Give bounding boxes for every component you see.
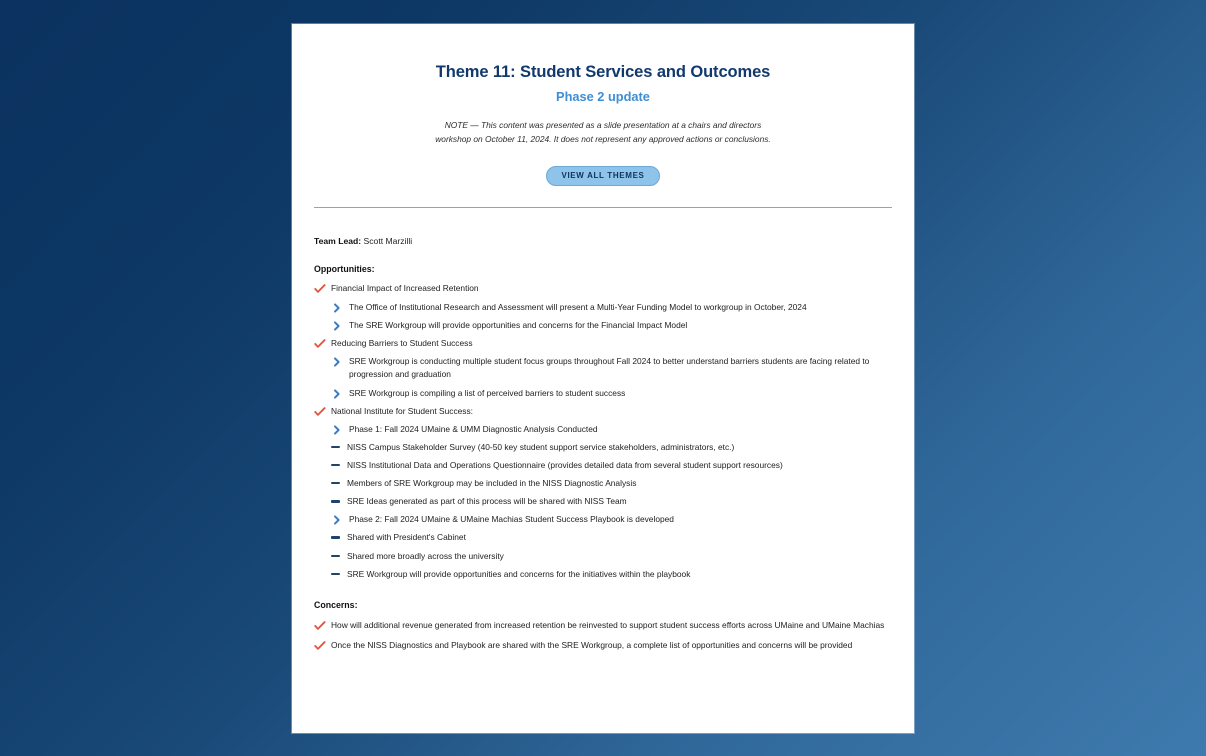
- list-item-level-2: [331, 301, 892, 315]
- dash-icon: [331, 555, 340, 557]
- check-icon: [314, 338, 326, 350]
- check-icon: [314, 406, 326, 418]
- list-item-level-3: [331, 459, 892, 473]
- chevron-right-icon: [332, 320, 342, 332]
- list-item-level-2: [331, 355, 892, 382]
- list-item-level-3: [331, 568, 892, 582]
- sublist-level-2: [314, 423, 892, 581]
- check-icon: [314, 620, 326, 632]
- list-item-level-1: [314, 639, 892, 653]
- chevron-right-icon: [332, 424, 342, 436]
- dash-icon: [331, 482, 340, 484]
- list-item-text: The SRE Workgroup will provide opportunities and concerns for the Financial Impact Model: [349, 319, 688, 330]
- view-all-themes-button[interactable]: VIEW ALL THEMES: [546, 166, 659, 186]
- concerns-section: [314, 600, 892, 652]
- team-lead-name: Scott Marzilli: [363, 236, 413, 247]
- opportunities-list: [314, 282, 892, 581]
- list-item-text: Shared with President's Cabinet: [347, 532, 466, 543]
- list-item-level-2: [331, 319, 892, 333]
- list-item-level-3: [331, 477, 892, 491]
- list-item-text: SRE Workgroup will provide opportunities and concerns for the initiatives within the playbook: [347, 568, 691, 579]
- chevron-right-icon: [332, 514, 342, 526]
- concerns-heading: Concerns:: [314, 600, 358, 611]
- list-item-text: Shared more broadly across the university: [347, 550, 504, 561]
- list-item-level-3: [331, 531, 892, 545]
- list-item-text: National Institute for Student Success:: [331, 405, 473, 416]
- sublist-level-2: [314, 301, 892, 333]
- list-item-text: Reducing Barriers to Student Success: [331, 337, 473, 348]
- list-item-level-2: [331, 423, 892, 437]
- list-item-level-2: [331, 387, 892, 401]
- page-subtitle: Phase 2 update: [556, 88, 650, 104]
- sublist-level-2: [314, 355, 892, 400]
- disclaimer-note: NOTE — This content was presented as a slide presentation at a chairs and directors workshop on October 11, 2024. It does not represent any approved actions or conclusions.: [435, 120, 771, 144]
- sublist-level-3: [314, 531, 892, 581]
- list-item-text: Financial Impact of Increased Retention: [331, 283, 479, 294]
- team-lead-line: [314, 235, 892, 247]
- header-divider: [314, 207, 892, 208]
- sublist-level-3: [314, 441, 892, 509]
- dash-icon: [331, 536, 340, 538]
- list-item-text: Once the NISS Diagnostics and Playbook are shared with the SRE Workgroup, a complete list of opportunities and concerns will be provided: [331, 639, 853, 650]
- list-item-text: SRE Workgroup is compiling a list of perceived barriers to student success: [349, 387, 626, 398]
- team-lead-label: Team Lead:: [314, 236, 362, 247]
- list-item-text: Phase 2: Fall 2024 UMaine & UMaine Machias Student Success Playbook is developed: [349, 514, 674, 525]
- list-item-text: How will additional revenue generated from increased retention be reinvested to support student success efforts across UMaine and UMaine Machias: [331, 620, 885, 631]
- list-item-level-2: [331, 513, 892, 527]
- list-item-level-3: [331, 495, 892, 509]
- opportunities-heading: Opportunities:: [314, 264, 375, 275]
- chevron-right-icon: [332, 302, 342, 314]
- list-item-level-1: [314, 619, 892, 633]
- dash-icon: [331, 464, 340, 466]
- document-body: [308, 235, 898, 652]
- check-icon: [314, 283, 326, 295]
- list-item-level-3: [331, 550, 892, 564]
- list-item-text: NISS Campus Stakeholder Survey (40-50 key student support service stakeholders, administrators, etc.): [347, 441, 735, 452]
- document-page: [292, 24, 914, 733]
- list-item-text: Members of SRE Workgroup may be included in the NISS Diagnostic Analysis: [347, 478, 637, 489]
- chevron-right-icon: [332, 356, 342, 368]
- page-title: Theme 11: Student Services and Outcomes: [435, 63, 771, 81]
- chevron-right-icon: [332, 388, 342, 400]
- concerns-list: [314, 619, 892, 652]
- dash-icon: [331, 446, 340, 448]
- list-item-text: SRE Workgroup is conducting multiple student focus groups throughout Fall 2024 to better understand barriers students are facing related to progression and graduation: [349, 355, 870, 380]
- list-item-text: The Office of Institutional Research and Assessment will present a Multi-Year Funding Model to workgroup in October, 2024: [349, 301, 807, 312]
- list-item-level-1: [314, 337, 892, 351]
- list-item-level-3: [331, 441, 892, 455]
- view-all-themes-button-wrap: [308, 165, 898, 186]
- check-icon: [314, 640, 326, 652]
- list-item-text: NISS Institutional Data and Operations Questionnaire (provides detailed data from several student support resources): [347, 459, 783, 470]
- list-item-text: Phase 1: Fall 2024 UMaine & UMM Diagnostic Analysis Conducted: [349, 423, 598, 434]
- dash-icon: [331, 500, 340, 502]
- list-item-level-1: [314, 405, 892, 419]
- list-item-text: SRE Ideas generated as part of this process will be shared with NISS Team: [347, 496, 627, 507]
- dash-icon: [331, 573, 340, 575]
- list-item-level-1: [314, 282, 892, 296]
